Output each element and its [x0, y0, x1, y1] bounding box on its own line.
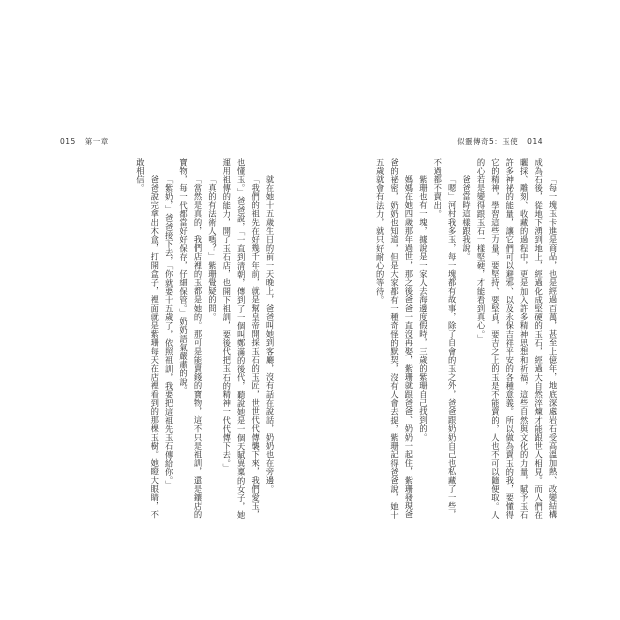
left-page-text	[82, 158, 277, 524]
paragraph: 「當然是真的，我們店裡的玉都是她的。那可是能賣錢的寶物，這不只是祖訓，還是鑲店的寶物，每一代都當好好保存，仔細保管。」奶奶語氣嚴肅的說。	[178, 158, 203, 519]
paragraph: 紫珊也有一塊，據說是一家人去海邊度假時，三歲的紫珊自己找到的。	[418, 174, 429, 442]
left-page-number: 015	[60, 137, 76, 146]
right-page-number: 014	[527, 137, 543, 146]
chapter-title: 第一章	[84, 137, 109, 146]
right-page-header	[457, 136, 543, 147]
paragraph: 爸爸當時這樣跟我說。	[461, 174, 472, 261]
paragraph: 「紫奶，」爸爸接下去，「你就要十五歲了，依照祖訓，我要把這祖先玉石傳給你。」	[164, 174, 175, 489]
paragraph: 「嗯」河村我多玉，每一塊都有故事，除了自會的玉之外，爸爸跟奶奶自己也私藏了一些，不過都不賣出。	[432, 158, 458, 519]
paragraph: 媽媽在她四歲那年過世，那之後爸爸一直沒再娶，紫珊就跟爸爸、奶奶一起住，紫珊發現爸爸的祕密，奶奶也知道，但是大家都有一種奇怪的默契，沒有人會去提，紫珊記得爸爸說，她十五歲就會有法力，就只好耐心的等待。	[375, 158, 414, 520]
right-page-text	[302, 158, 560, 524]
left-page-header	[60, 136, 109, 147]
paragraph: 爸爸說完拿出木盒，打開盒子，裡面就是紫珊每天在店裡看到的那棵玉樹。她瞪大眼睛，不敢相信。	[135, 158, 160, 519]
paragraph: 就在她十五歲生日的前一天晚上，爸爸叫她到客廳，沒有話在說話，奶奶也在旁邊。	[265, 174, 275, 493]
right-page	[302, 158, 560, 524]
paragraph: 「真的有法術人嗎？」紫珊覺疑的問。	[207, 174, 218, 321]
paragraph: 「每一塊玉卡進是商品，也是經過百萬，甚至上億年，地底深處岩石受高溫加熱、改變結構成為石後，從地下湧到地上，經過化成堅硬的玉石，經過大自然淬煉才能跟世人相見。而人們在曬採、雕刻、收藏的過程中，更是加入許多精神思想和祈福，這些自然與文化的力量，賦予玉石許多神祕的能量，讓它們可以避邪、以及永保吉祥平安的各種意義。所以做為賣玉的我，要懂得它的精神，學習這些力量，要堅持、要堅貞，要吉之上的玉是不能賣的，人也不可以隨便取。人的心若是變得跟玉石一樣堅硬，才能看到真心。」	[475, 158, 558, 520]
left-page	[82, 158, 277, 524]
paragraph: 「我們的祖先在好幾千年前，就是幫皇帝開採玉石的玉匠，世世代代傳襲下來，我們愛玉，也懂玉。」爸爸說，「一直到清朝，傳到了一個叫鄭滿的後代，聽說她是一個天賦異稟的女子，她運用祖傳的能力，開了玉石店，也開下祖訓，要後代把玉石的精神一代代傳下去。」	[221, 158, 261, 520]
book-title: 似靈傳奇5：玉使	[457, 137, 519, 146]
